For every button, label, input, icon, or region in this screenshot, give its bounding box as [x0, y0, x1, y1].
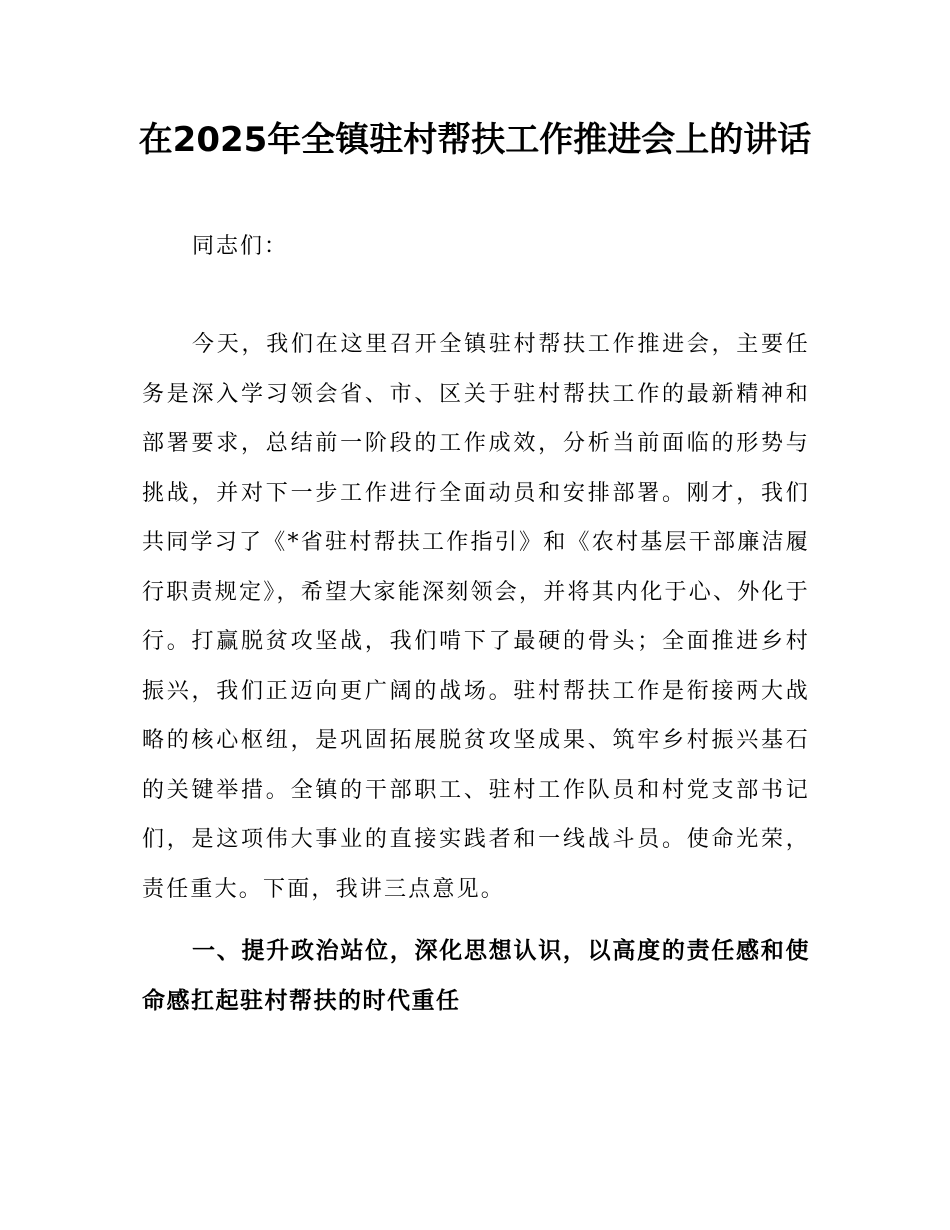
body-paragraph: 今天，我们在这里召开全镇驻村帮扶工作推进会，主要任务是深入学习领会省、市、区关于驻村帮扶工作的最新精神和部署要求，总结前一阶段的工作成效，分析当前面临的形势与挑战，并对下一步工作进行全面动员和安排部署。刚才，我们共同学习了《*省驻村帮扶工作指引》和《农村基层干部廉洁履行职责规定》，希望大家能深刻领会，并将其内化于心、外化于行。打赢脱贫攻坚战，我们啃下了最硬的骨头；全面推进乡村振兴，我们正迈向更广阔的战场。驻村帮扶工作是衔接两大战略的核心枢纽，是巩固拓展脱贫攻坚成果、筑牢乡村振兴基石的关键举措。全镇的干部职工、驻村工作队员和村党支部书记们，是这项伟大事业的直接实践者和一线战斗员。使命光荣，责任重大。下面，我讲三点意见。 — [142, 332, 810, 902]
section-heading: 一、提升政治站位，深化思想认识，以高度的责任感和使命感扛起驻村帮扶的时代重任 — [142, 938, 810, 1014]
document-title: 在2025年全镇驻村帮扶工作推进会上的讲话 — [138, 120, 812, 160]
salutation: 同志们： — [192, 234, 289, 259]
